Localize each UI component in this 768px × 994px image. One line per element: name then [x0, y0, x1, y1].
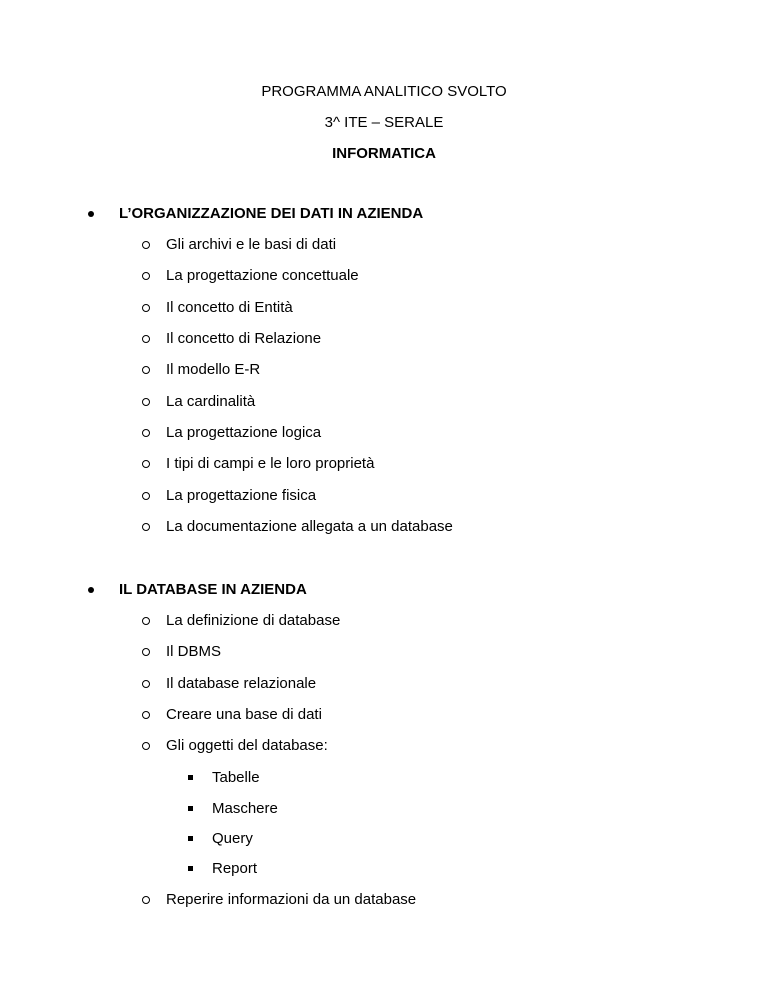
filled-bullet-icon [88, 211, 94, 217]
hollow-bullet-icon [142, 335, 150, 343]
list-item [0, 891, 768, 909]
filled-bullet-icon [88, 587, 94, 593]
section-heading [0, 205, 768, 223]
class-line: 3^ ITE – SERALE [324, 114, 444, 131]
list-item-label: Gli archivi e le basi di dati [166, 236, 337, 253]
list-item [0, 393, 768, 411]
list-item-label: Gli oggetti del database: [166, 737, 328, 754]
hollow-bullet-icon [142, 272, 150, 280]
list-item [0, 424, 768, 442]
list-item [0, 267, 768, 285]
list-item-label: I tipi di campi e le loro proprietà [166, 455, 375, 472]
section-title: IL DATABASE IN AZIENDA [119, 581, 307, 598]
list-item-label: La progettazione concettuale [166, 267, 359, 284]
list-item-label: La documentazione allegata a un database [166, 518, 453, 535]
square-bullet-icon [188, 866, 193, 871]
list-item [0, 706, 768, 724]
list-item [0, 299, 768, 317]
sub-list-item-label: Maschere [212, 800, 278, 817]
hollow-bullet-icon [142, 366, 150, 374]
hollow-bullet-icon [142, 523, 150, 531]
section-title: L’ORGANIZZAZIONE DEI DATI IN AZIENDA [119, 205, 424, 222]
sub-list-item-label: Report [212, 860, 258, 877]
square-bullet-icon [188, 806, 193, 811]
list-item [0, 675, 768, 693]
list-item [0, 518, 768, 536]
hollow-bullet-icon [142, 680, 150, 688]
sub-list-item [0, 860, 768, 878]
document-title: PROGRAMMA ANALITICO SVOLTO [261, 83, 507, 100]
sub-list-item-label: Tabelle [212, 769, 260, 786]
hollow-bullet-icon [142, 742, 150, 750]
list-item [0, 361, 768, 379]
list-item-label: Creare una base di dati [166, 706, 322, 723]
list-item [0, 612, 768, 630]
square-bullet-icon [188, 836, 193, 841]
list-item-label: Il concetto di Relazione [166, 330, 322, 347]
list-item-label: Il DBMS [166, 643, 222, 660]
list-item-label: Il modello E-R [166, 361, 261, 378]
hollow-bullet-icon [142, 648, 150, 656]
hollow-bullet-icon [142, 711, 150, 719]
subject-heading: INFORMATICA [332, 145, 436, 162]
hollow-bullet-icon [142, 492, 150, 500]
sub-list-item [0, 769, 768, 787]
list-item [0, 330, 768, 348]
hollow-bullet-icon [142, 429, 150, 437]
list-item [0, 737, 768, 755]
list-item-label: La progettazione logica [166, 424, 322, 441]
hollow-bullet-icon [142, 398, 150, 406]
list-item-label: Il concetto di Entità [166, 299, 293, 316]
section-heading [0, 581, 768, 599]
square-bullet-icon [188, 775, 193, 780]
hollow-bullet-icon [142, 617, 150, 625]
list-item-label: Reperire informazioni da un database [166, 891, 417, 908]
list-item [0, 236, 768, 254]
list-item-label: La progettazione fisica [166, 487, 317, 504]
list-item-label: Il database relazionale [166, 675, 317, 692]
list-item [0, 455, 768, 473]
hollow-bullet-icon [142, 896, 150, 904]
hollow-bullet-icon [142, 241, 150, 249]
list-item-label: La cardinalità [166, 393, 256, 410]
hollow-bullet-icon [142, 460, 150, 468]
hollow-bullet-icon [142, 304, 150, 312]
sub-list-item [0, 800, 768, 818]
list-item [0, 487, 768, 505]
sub-list-item-label: Query [212, 830, 253, 847]
list-item [0, 643, 768, 661]
sub-list-item [0, 830, 768, 848]
list-item-label: La definizione di database [166, 612, 341, 629]
